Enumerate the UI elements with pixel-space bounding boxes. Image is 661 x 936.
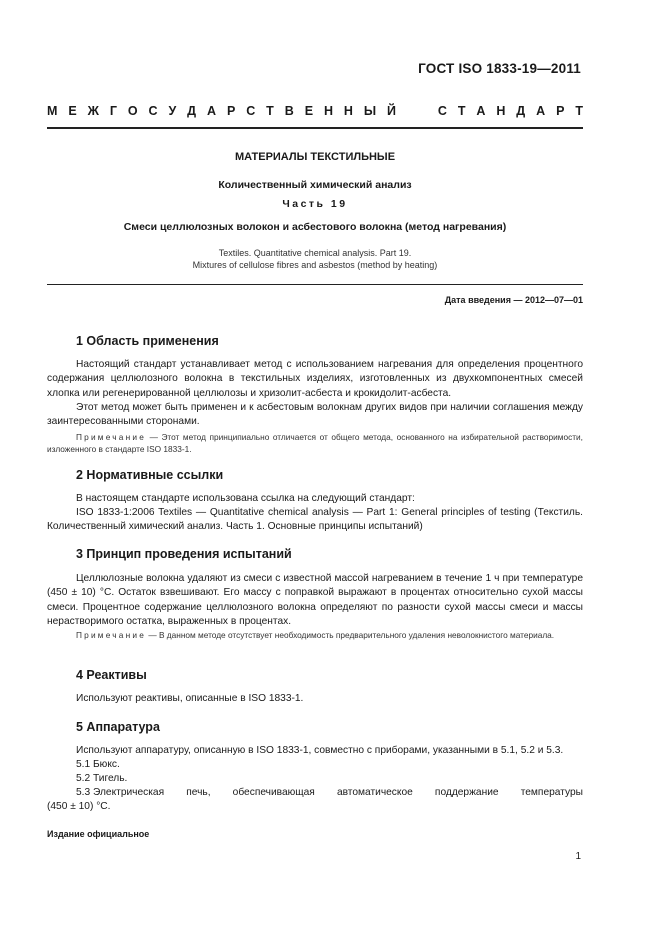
section-5-item-1: 5.1 Бюкс. (76, 759, 120, 770)
banner-left-letter: Ы (363, 104, 377, 118)
banner-right-letter: А (536, 104, 546, 118)
item-3-word: обеспечивающая (232, 787, 315, 798)
section-5-item-3 (76, 786, 583, 800)
banner-left-letter: Н (323, 104, 333, 118)
note-label: Примечание (76, 432, 147, 442)
banner-right-letter: Т (457, 104, 466, 118)
section-4-paragraph-1: Используют реактивы, описанные в ISO 1833-1. (76, 693, 304, 704)
note-label: Примечание (76, 630, 147, 640)
document-subtitle: Количественный химический анализ (218, 179, 412, 191)
document-part-title: Смеси целлюлозных волокон и асбестового волокна (метод нагревания) (123, 221, 507, 233)
banner-right-letter: Р (556, 104, 565, 118)
banner-right-letter: С (437, 104, 447, 118)
english-title (47, 247, 583, 271)
header-rule (47, 127, 583, 129)
title-rule (47, 284, 583, 285)
official-edition-label: Издание официальное (47, 829, 150, 839)
banner-right-letter: Д (516, 104, 526, 118)
banner-left-letter: Й (387, 104, 397, 118)
effective-date: Дата введения — 2012—07—01 (444, 295, 583, 305)
banner-right-letter: Н (496, 104, 506, 118)
banner-left-letter: Н (343, 104, 353, 118)
banner-left-letter: С (246, 104, 256, 118)
page-number: 1 (575, 851, 581, 862)
item-3-word: 5.3 Электрическая (76, 787, 165, 798)
document-title: МАТЕРИАЛЫ ТЕКСТИЛЬНЫЕ (234, 151, 396, 163)
document-code: ГОСТ ISO 1833-19—2011 (418, 61, 581, 76)
banner-left-letter: Т (266, 104, 274, 118)
item-3-word: автоматическое (336, 787, 413, 798)
section-1-heading: 1 Область применения (76, 334, 219, 348)
english-title-line-1: Textiles. Quantitative chemical analysis. Part 19. (218, 248, 412, 258)
banner-left-letter: Е (304, 104, 314, 118)
interstate-standard-banner (47, 104, 583, 118)
banner-left-letter: В (284, 104, 294, 118)
item-3-word: печь, (186, 787, 211, 798)
banner-left-letter: Г (109, 104, 117, 118)
section-2-heading: 2 Нормативные ссылки (76, 468, 224, 482)
banner-right-letter: А (476, 104, 486, 118)
banner-left-letter: А (207, 104, 217, 118)
banner-left-letter: У (168, 104, 177, 118)
note-text: — В данном методе отсутствует необходимость предварительного удаления неволокнистого материала. (146, 630, 555, 640)
section-1-paragraph-1: Настоящий стандарт устанавливает метод с использованием нагревания для определения процентного содержания целлюлозного волокна в текстильных изделиях, изготовленных из двухкомпонентных смесей хлопка или регенерированной целлюлозы и хризолит-асбеста и крокидолит-асбеста. (47, 359, 583, 399)
section-2-paragraph-1: В настоящем стандарте использована ссылка на следующий стандарт: (76, 493, 415, 504)
section-5-heading: 5 Аппаратура (76, 720, 160, 734)
banner-left-letter: Д (187, 104, 197, 118)
section-3-heading: 3 Принцип проведения испытаний (76, 547, 292, 561)
section-3-paragraph-1: Целлюлозные волокна удаляют из смеси с известной массой нагреванием в течение 1 ч при температуре (450 ± 10) °С. Остаток взвешивают. Его массу с поправкой выражают в процентах относительно сухой массы смеси. Процентное содержание целлюлозного волокна определяют по разности сухой массы смеси и массы нерастворимого остатка, выраженных в процентах. (47, 573, 583, 628)
banner-right-letter: Т (575, 104, 583, 118)
banner-left-letter: О (127, 104, 138, 118)
banner-left-letter: Ж (87, 104, 99, 118)
banner-left-letter: Р (226, 104, 236, 118)
section-3-note (47, 630, 583, 642)
document-part: Часть 19 (282, 198, 348, 210)
section-2-paragraph-2: ISO 1833-1:2006 Textiles — Quantitative chemical analysis — Part 1: General principles of testing (Текстиль. Количественный химический анализ. Часть 1. Основные принципы испытаний) (47, 507, 583, 533)
section-5-paragraph-1: Используют аппаратуру, описанную в ISO 1833-1, совместно с приборами, указанными в 5.1, 5.2 и 5.3. (76, 745, 564, 756)
english-title-line-2: Mixtures of cellulose fibres and asbestos (method by heating) (192, 260, 438, 270)
note-text: — Этот метод принципиально отличается от общего метода, основанного на избирательной растворимости, изложенного в стандарте ISO 1833-1. (47, 432, 583, 454)
section-5-item-2: 5.2 Тигель. (76, 773, 128, 784)
section-1-paragraph-2: Этот метод может быть применен и к асбестовым волокнам других видов при наличии соглашения между заинтересованными сторонами. (47, 402, 583, 428)
section-5-item-3-continuation: (450 ± 10) °С. (47, 801, 111, 812)
section-4-heading: 4 Реактивы (76, 668, 147, 682)
banner-left-letter: С (148, 104, 158, 118)
item-3-word: поддержание (434, 787, 499, 798)
item-3-word: температуры (520, 787, 583, 798)
banner-left-letter: Е (68, 104, 77, 118)
banner-left-letter: М (47, 104, 58, 118)
banner-gap (407, 104, 427, 118)
section-1-note (47, 432, 583, 455)
